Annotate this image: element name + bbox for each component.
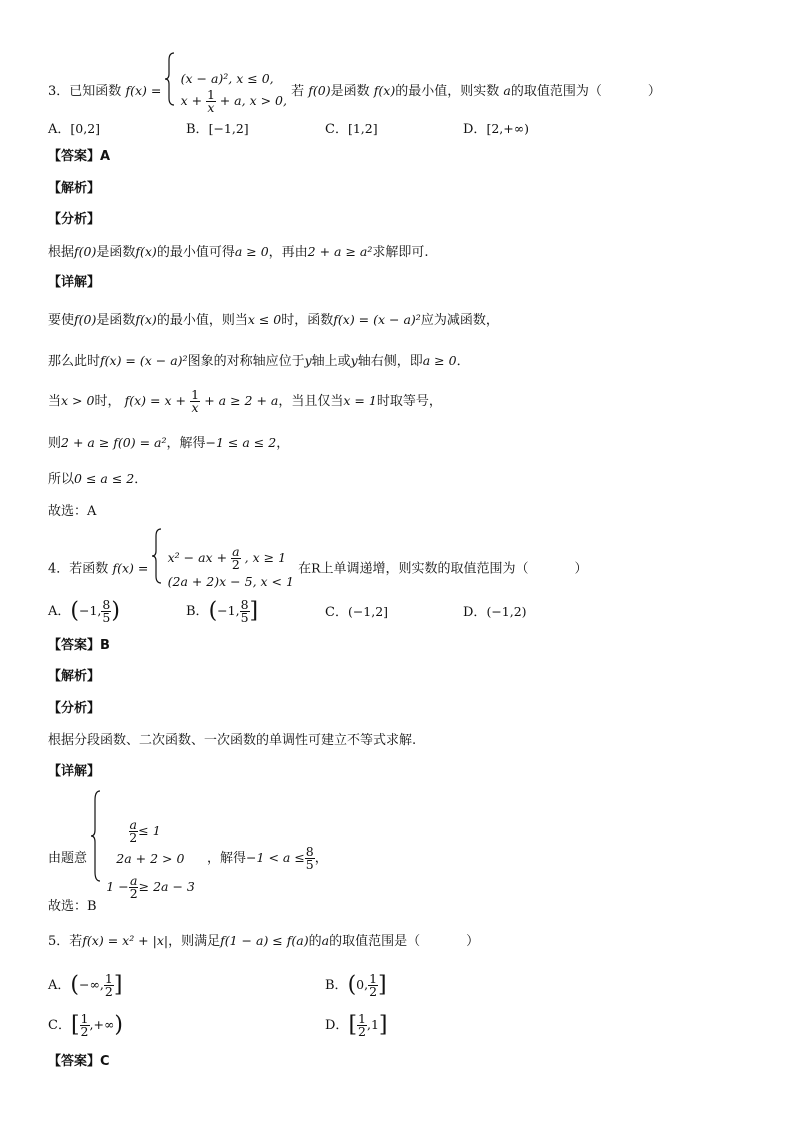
q4-answer: 【答案】B	[48, 638, 110, 653]
q4-piece-1: x² − ax + $\frac{a}{2}$ , x ≥ 1	[167, 543, 287, 572]
q4-stem-before: 若函数	[69, 561, 109, 577]
q3-option-b: B．[−1,2]	[186, 121, 249, 137]
q5-stem-4: 的取值范围是（	[329, 934, 421, 949]
q3-stem-before: 已知函数	[69, 84, 122, 99]
q3-answer: 【答案】A	[48, 149, 111, 164]
q5-option-b: B．(0, $\frac{1}{2}$ ]	[325, 971, 387, 999]
q3-piece-2	[181, 89, 287, 114]
q3-detail-head: 【详解】	[48, 275, 101, 290]
q3-choose: 故选：A	[48, 504, 97, 519]
q3-frac-num: 1	[206, 87, 215, 102]
q3-stem-mid2: 是函数	[330, 84, 370, 99]
q4-option-a: A．(−1, $\frac{8}{5}$ )	[48, 597, 120, 625]
q3-fenxi-head: 【分析】	[48, 212, 101, 227]
q4-stem-mid: 在	[298, 561, 312, 577]
q3-a: a	[503, 83, 511, 98]
q3-fenxi-text: 根据f(0)是函数f(x)的最小值可得a ≥ 0，再由2 + a ≥ a²求解即可.	[48, 244, 429, 260]
q3-fx2: f(x)	[373, 83, 396, 98]
q4-detail-system: 由题意 $\frac{a}{2}$ ≤ 1 2a + 2 > 0 1 − $\frac{a}{2}$ ≥ 2a − 3 ，解得−1 < a ≤ $\frac{8}{5}$ ，	[48, 790, 328, 886]
q3-detail-line-2: 那么此时f(x) = (x − a)²图象的对称轴应位于y轴上或y轴右侧，即a ≥ 0．	[48, 353, 470, 369]
q3-fx: f(x) =	[125, 83, 162, 98]
q3-analysis-head: 【解析】	[48, 181, 101, 196]
q4-option-d: D．(−1,2)	[463, 604, 527, 620]
q3-close-paren: ）	[647, 84, 661, 99]
q4-piecewise-brace	[152, 528, 162, 610]
q4-fx: f(x) =	[112, 560, 149, 576]
q3-stem-mid1: 若	[291, 84, 305, 99]
q3-option-c: C．[1,2]	[325, 121, 378, 137]
q4-detail-head: 【详解】	[48, 764, 101, 779]
q5-ineq: f(1 − a) ≤ f(a)	[220, 933, 309, 948]
q3-piece-2-frac	[206, 89, 216, 114]
q5-a: a	[321, 933, 330, 948]
q3-f0: f(0)	[308, 83, 331, 98]
q5-stem-1: 若	[69, 934, 83, 949]
q4-fenxi-text: 根据分段函数、二次函数、一次函数的单调性可建立不等式求解.	[48, 733, 417, 748]
q3-detail-line-3: 当x > 0时， f(x) = x + $\frac{1}{x}$ + a ≥ 2 + a，当且仅当x = 1时取等号，	[48, 387, 442, 415]
q4-sys-row-3: 1 − $\frac{a}{2}$ ≥ 2a − 3	[106, 872, 195, 901]
q4-fenxi-head: 【分析】	[48, 701, 101, 716]
q4-close-paren: ）	[574, 561, 588, 577]
q5-option-c: C．[ $\frac{1}{2}$ ,+∞)	[48, 1011, 123, 1039]
q3-detail-line-5: 所以0 ≤ a ≤ 2．	[48, 471, 148, 487]
q4-sys-row-1: $\frac{a}{2}$ ≤ 1	[129, 816, 161, 845]
q4-choose: 故选：B	[48, 899, 97, 914]
q3-stem	[48, 52, 661, 115]
q3-detail-line-1: 要使f(0)是函数f(x)的最小值，则当x ≤ 0时，函数f(x) = (x − a)²应为减函数，	[48, 312, 499, 328]
q5-eq: f(x) = x² + |x|	[82, 933, 169, 948]
q3-option-a: A．[0,2]	[48, 121, 101, 137]
q4-option-c: C．(−1,2]	[325, 604, 389, 620]
q4-sys-row-2: 2a + 2 > 0	[116, 850, 185, 866]
q4-piecewise-pieces	[167, 543, 294, 593]
q5-option-a: A．(−∞, $\frac{1}{2}$ ]	[48, 971, 123, 999]
q5-stem-2: ，则满足	[168, 934, 221, 949]
q5-option-d: D．[ $\frac{1}{2}$ ,1]	[325, 1011, 388, 1039]
q3-piecewise-pieces	[181, 69, 287, 114]
q3-frac-den: x	[207, 100, 215, 115]
q5-close-paren: ）	[466, 934, 480, 949]
q4-number: 4．	[48, 561, 70, 577]
q3-number: 3．	[48, 84, 70, 99]
q3-stem-after: 的取值范围为（	[510, 84, 602, 99]
q4-option-b: B．(−1, $\frac{8}{5}$ ]	[186, 597, 259, 625]
q4-stem	[48, 528, 588, 589]
q3-piecewise-brace	[165, 52, 175, 131]
q3-piece-1: (x − a)², x ≤ 0,	[180, 71, 274, 86]
q3-piece-2-pre: x +	[180, 93, 203, 108]
q3-piece-2-post: + a, x > 0,	[219, 93, 287, 108]
q3-option-d: D．[2,+∞)	[463, 121, 530, 137]
q4-R: R	[311, 560, 321, 576]
q4-analysis-head: 【解析】	[48, 669, 101, 684]
q5-stem	[48, 932, 479, 951]
q5-stem-3: 的	[308, 934, 322, 949]
q5-answer: 【答案】C	[48, 1054, 110, 1069]
q3-detail-line-4: 则2 + a ≥ f(0) = a²，解得−1 ≤ a ≤ 2，	[48, 435, 290, 451]
q5-number: 5．	[48, 934, 70, 949]
q3-stem-mid3: 的最小值，则实数	[395, 84, 500, 99]
q4-system-rows	[106, 817, 195, 901]
q4-stem-after: 上单调递增，则实数的取值范围为（	[320, 561, 529, 577]
q4-piece-2: (2a + 2)x − 5, x < 1	[167, 573, 294, 589]
